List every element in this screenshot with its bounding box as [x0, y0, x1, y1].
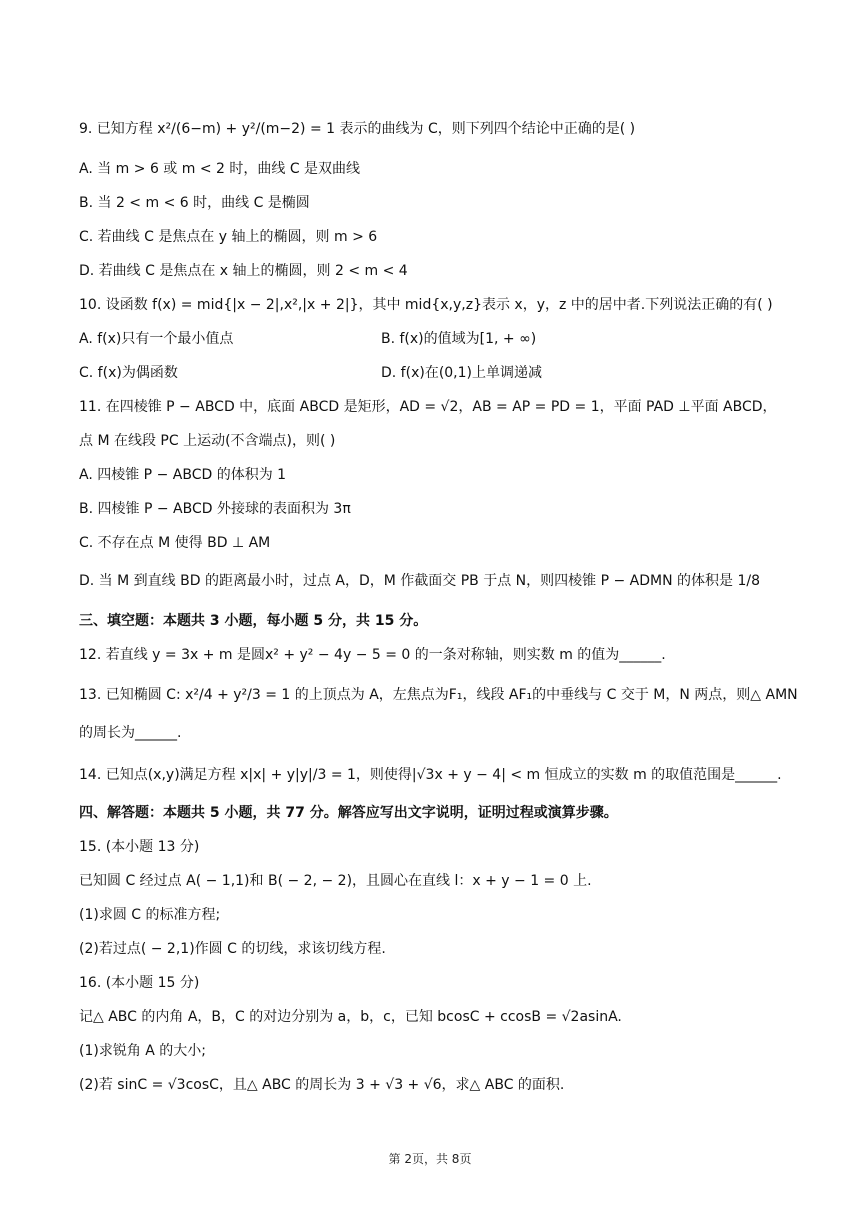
q16-header: 16. (本小题 15 分)	[79, 975, 200, 991]
page-footer: 第 2页，共 8页	[388, 1152, 472, 1166]
q16-stem: 记△ ABC 的内角 A，B，C 的对边分别为 a，b，c，已知 bcosC + ccosB = √2asinA.	[79, 1009, 622, 1025]
q16-part2: (2)若 sinC = √3cosC，且△ ABC 的周长为 3 + √3 + √6，求△ ABC 的面积.	[79, 1077, 565, 1093]
q15-header: 15. (本小题 13 分)	[79, 839, 200, 855]
q11-option-b: B. 四棱锥 P − ABCD 外接球的表面积为 3π	[79, 501, 351, 517]
q13-line1: 13. 已知椭圆 C: x²/4 + y²/3 = 1 的上顶点为 A，左焦点为F₁，线段 AF₁的中垂线与 C 交于 M，N 两点，则△ AMN	[79, 687, 798, 703]
q14: 14. 已知点(x,y)满足方程 x|x| + y|y|/3 = 1，则使得|√3x + y − 4| < m 恒成立的实数 m 的取值范围是______.	[79, 767, 782, 783]
section-solution-heading: 四、解答题：本题共 5 小题，共 77 分。解答应写出文字说明，证明过程或演算步骤。	[79, 805, 618, 821]
q10-option-b: B. f(x)的值域为[1, + ∞)	[381, 331, 537, 347]
q15-stem: 已知圆 C 经过点 A( − 1,1)和 B( − 2, − 2)，且圆心在直线 l：x + y − 1 = 0 上.	[79, 873, 592, 889]
q9-option-b: B. 当 2 < m < 6 时，曲线 C 是椭圆	[79, 195, 310, 211]
q9-stem: 9. 已知方程 x²/(6−m) + y²/(m−2) = 1 表示的曲线为 C，则下列四个结论中正确的是( )	[79, 121, 636, 137]
q15-part1: (1)求圆 C 的标准方程;	[79, 907, 221, 923]
q12: 12. 若直线 y = 3x + m 是圆x² + y² − 4y − 5 = 0 的一条对称轴，则实数 m 的值为______.	[79, 647, 666, 663]
q10-stem: 10. 设函数 f(x) = mid{|x − 2|,x²,|x + 2|}，其中 mid{x,y,z}表示 x，y，z 中的居中者.下列说法正确的有( )	[79, 297, 773, 313]
q11-stem-line1: 11. 在四棱锥 P − ABCD 中，底面 ABCD 是矩形，AD = √2，AB = AP = PD = 1，平面 PAD ⊥平面 ABCD，	[79, 399, 777, 415]
q11-stem-line2: 点 M 在线段 PC 上运动(不含端点)，则( )	[79, 433, 336, 449]
q15-part2: (2)若过点( − 2,1)作圆 C 的切线，求该切线方程.	[79, 941, 386, 957]
q9-option-a: A. 当 m > 6 或 m < 2 时，曲线 C 是双曲线	[79, 161, 361, 177]
q11-option-a: A. 四棱锥 P − ABCD 的体积为 1	[79, 467, 287, 483]
q10-option-c: C. f(x)为偶函数	[79, 365, 178, 381]
q10-option-a: A. f(x)只有一个最小值点	[79, 331, 234, 347]
q16-part1: (1)求锐角 A 的大小;	[79, 1043, 207, 1059]
q9-option-c: C. 若曲线 C 是焦点在 y 轴上的椭圆，则 m > 6	[79, 229, 378, 245]
q11-option-d: D. 当 M 到直线 BD 的距离最小时，过点 A，D，M 作截面交 PB 于点 N，则四棱锥 P − ADMN 的体积是 1/8	[79, 573, 761, 589]
q9-option-d: D. 若曲线 C 是焦点在 x 轴上的椭圆，则 2 < m < 4	[79, 263, 408, 279]
section-fill-in-heading: 三、填空题：本题共 3 小题，每小题 5 分，共 15 分。	[79, 613, 428, 629]
q10-option-d: D. f(x)在(0,1)上单调递减	[381, 365, 543, 381]
q13-line2: 的周长为______.	[79, 725, 182, 741]
q11-option-c: C. 不存在点 M 使得 BD ⊥ AM	[79, 535, 271, 551]
